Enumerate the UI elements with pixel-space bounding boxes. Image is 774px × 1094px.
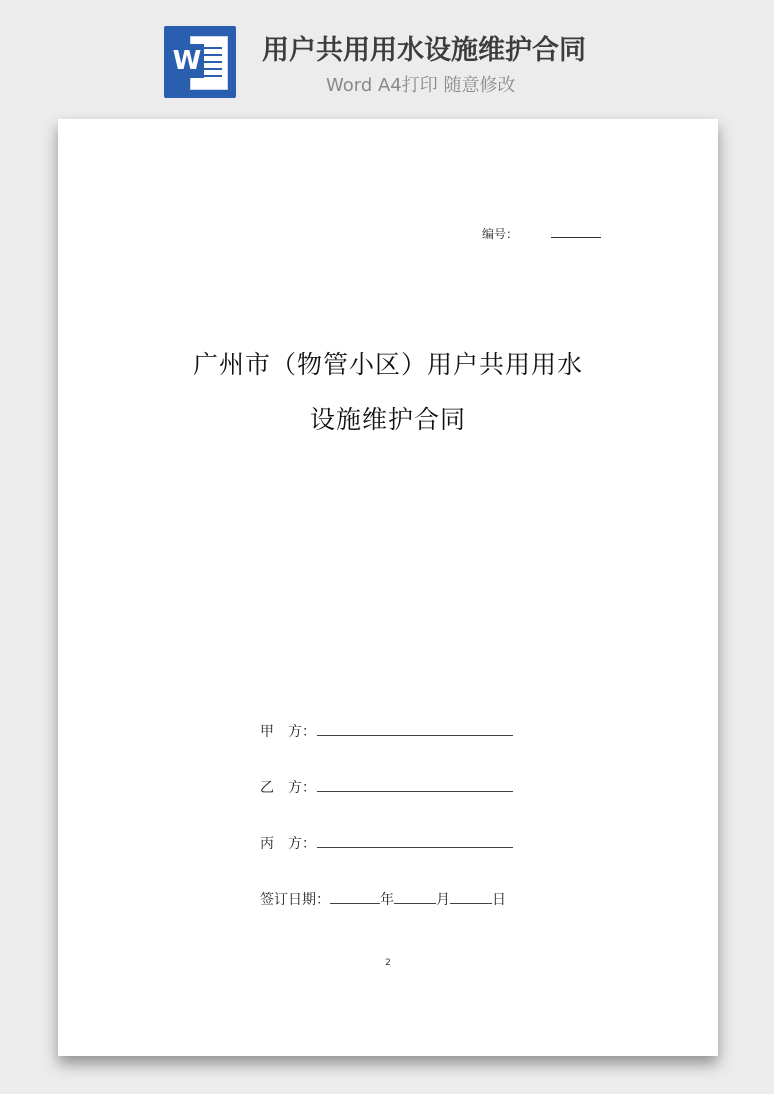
serial-number-blank [551, 237, 601, 238]
banner [0, 0, 774, 110]
party-a-blank [317, 735, 513, 736]
party-b-blank [317, 791, 513, 792]
document-page [58, 119, 718, 1056]
banner-subtitle: Word A4打印 随意修改 [326, 75, 516, 96]
serial-number-label: 编号： [482, 227, 519, 241]
party-a-label: 甲 方： [260, 724, 316, 740]
day-blank [450, 889, 492, 904]
word-app-icon [164, 26, 236, 98]
month-blank [394, 889, 436, 904]
day-label: 日 [492, 892, 506, 908]
party-c-blank [317, 847, 513, 848]
document-title-line-1: 广州市（物管小区）用户共用用水 [192, 350, 583, 379]
banner-title: 用户共用用水设施维护合同 [262, 35, 586, 66]
word-logo-letter: W [170, 44, 204, 78]
year-label: 年 [380, 892, 394, 908]
signing-date-label: 签订日期： [260, 892, 330, 908]
document-title-line-2: 设施维护合同 [309, 405, 466, 434]
signing-date-row [260, 889, 506, 909]
month-label: 月 [436, 892, 450, 908]
party-b-label: 乙 方： [260, 780, 316, 796]
page-number: 2 [385, 958, 391, 968]
party-c-label: 丙 方： [260, 836, 316, 852]
year-blank [330, 889, 380, 904]
